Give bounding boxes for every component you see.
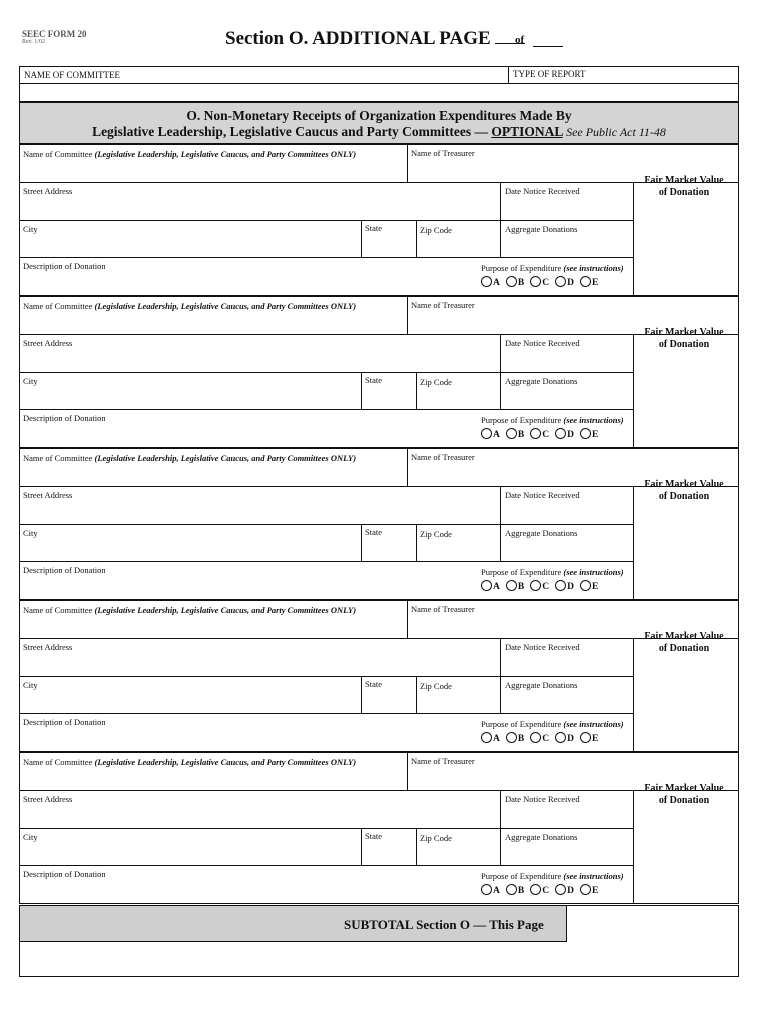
section-heading-line2-text: Legislative Leadership, Legislative Caucus and Party Committees —	[92, 124, 492, 139]
purpose-option-a[interactable]	[481, 428, 500, 440]
purpose-options	[481, 276, 604, 288]
fmv-label-1: Fair Market Value	[644, 327, 724, 338]
purpose-options	[481, 884, 604, 896]
fair-market-value-field[interactable]	[634, 327, 734, 351]
divider	[500, 638, 501, 713]
divider	[416, 372, 417, 409]
description-field[interactable]: Description of Donation	[23, 717, 106, 727]
purpose-option-label: D	[567, 582, 574, 592]
purpose-option-label: C	[542, 430, 550, 440]
purpose-option-label: B	[517, 430, 525, 440]
purpose-options	[481, 580, 604, 592]
purpose-option-e[interactable]	[580, 580, 598, 592]
committee-header-box	[19, 66, 739, 102]
page-total-field[interactable]	[533, 46, 563, 47]
purpose-option-b[interactable]	[506, 276, 524, 288]
donation-entry	[19, 752, 739, 904]
form-id: SEEC FORM 20	[22, 29, 87, 39]
zip-code-field[interactable]: Zip Code	[420, 529, 452, 539]
divider	[20, 220, 633, 221]
committee-name-label: Name of Committee	[23, 605, 95, 615]
committee-name-label: Name of Committee	[23, 149, 95, 159]
purpose-label-text: Purpose of Expenditure	[481, 263, 564, 273]
purpose-option-label: A	[493, 734, 500, 744]
purpose-option-d[interactable]	[555, 428, 574, 440]
radio-circle-icon[interactable]	[555, 580, 566, 591]
purpose-option-label: E	[591, 430, 599, 440]
aggregate-donations-field[interactable]: Aggregate Donations	[505, 376, 578, 386]
purpose-label	[481, 567, 624, 577]
public-act-reference: See Public Act 11-48	[566, 125, 666, 139]
state-field[interactable]: State	[365, 527, 382, 537]
purpose-option-a[interactable]	[481, 732, 500, 744]
donation-entry	[19, 600, 739, 752]
radio-circle-icon[interactable]	[555, 732, 566, 743]
aggregate-donations-field[interactable]: Aggregate Donations	[505, 832, 578, 842]
divider	[416, 676, 417, 713]
radio-circle-icon[interactable]	[481, 884, 492, 895]
divider	[416, 524, 417, 561]
purpose-option-c[interactable]	[530, 428, 549, 440]
city-field[interactable]: City	[23, 832, 38, 842]
section-heading	[19, 102, 739, 144]
purpose-instructions: (see instructions)	[563, 263, 624, 273]
purpose-option-e[interactable]	[580, 884, 598, 896]
aggregate-donations-field[interactable]: Aggregate Donations	[505, 224, 578, 234]
purpose-option-label: C	[542, 278, 550, 288]
donation-entry	[19, 296, 739, 448]
radio-circle-icon[interactable]	[481, 580, 492, 591]
donation-entry	[19, 144, 739, 296]
purpose-option-d[interactable]	[555, 884, 574, 896]
divider	[20, 372, 633, 373]
section-heading-line2	[20, 124, 738, 140]
divider	[20, 524, 633, 525]
zip-code-field[interactable]: Zip Code	[420, 225, 452, 235]
fmv-label-2: of Donation	[658, 339, 710, 350]
committee-qualifier: (Legislative Leadership, Legislative Caucus, and Party Committees ONLY)	[94, 757, 357, 767]
divider	[20, 828, 633, 829]
divider	[407, 753, 408, 790]
radio-circle-icon[interactable]	[580, 580, 591, 591]
committee-qualifier: (Legislative Leadership, Legislative Caucus, and Party Committees ONLY)	[94, 149, 357, 159]
purpose-label-text: Purpose of Expenditure	[481, 415, 564, 425]
purpose-option-label: A	[493, 582, 500, 592]
divider	[508, 67, 509, 83]
radio-circle-icon[interactable]	[506, 884, 517, 895]
purpose-instructions: (see instructions)	[563, 719, 624, 729]
purpose-instructions: (see instructions)	[563, 415, 624, 425]
purpose-label	[481, 871, 624, 881]
committee-name-field[interactable]	[23, 757, 356, 767]
divider	[361, 524, 362, 561]
city-field[interactable]: City	[23, 528, 38, 538]
divider	[20, 713, 633, 714]
aggregate-donations-field[interactable]: Aggregate Donations	[505, 680, 578, 690]
radio-circle-icon[interactable]	[530, 428, 541, 439]
street-address-field[interactable]: Street Address	[23, 642, 73, 652]
divider	[20, 257, 633, 258]
fmv-label-1: Fair Market Value	[644, 783, 724, 794]
radio-circle-icon[interactable]	[555, 276, 566, 287]
purpose-option-label: D	[567, 734, 574, 744]
purpose-option-label: B	[517, 278, 525, 288]
purpose-option-d[interactable]	[555, 732, 574, 744]
committee-qualifier: (Legislative Leadership, Legislative Caucus, and Party Committees ONLY)	[94, 605, 357, 615]
purpose-option-e[interactable]	[580, 732, 598, 744]
purpose-option-label: D	[567, 278, 574, 288]
treasurer-name-field[interactable]: Name of Treasurer	[411, 148, 475, 158]
state-field[interactable]: State	[365, 831, 382, 841]
purpose-option-label: E	[591, 734, 599, 744]
committee-name-label: Name of Committee	[23, 757, 95, 767]
purpose-option-label: D	[567, 886, 574, 896]
purpose-label	[481, 719, 624, 729]
purpose-option-e[interactable]	[580, 276, 598, 288]
divider	[500, 182, 501, 257]
date-notice-field[interactable]: Date Notice Received	[505, 794, 580, 804]
treasurer-name-field[interactable]: Name of Treasurer	[411, 756, 475, 766]
radio-circle-icon[interactable]	[506, 276, 517, 287]
zip-code-field[interactable]: Zip Code	[420, 681, 452, 691]
radio-circle-icon[interactable]	[506, 580, 517, 591]
date-notice-field[interactable]: Date Notice Received	[505, 338, 580, 348]
committee-qualifier: (Legislative Leadership, Legislative Caucus, and Party Committees ONLY)	[94, 301, 357, 311]
street-address-field[interactable]: Street Address	[23, 338, 73, 348]
treasurer-name-field[interactable]: Name of Treasurer	[411, 300, 475, 310]
fair-market-value-field[interactable]	[634, 479, 734, 503]
radio-circle-icon[interactable]	[530, 276, 541, 287]
committee-name-field[interactable]	[23, 605, 356, 615]
purpose-option-label: E	[591, 886, 599, 896]
committee-qualifier: (Legislative Leadership, Legislative Caucus, and Party Committees ONLY)	[94, 453, 357, 463]
description-field[interactable]: Description of Donation	[23, 869, 106, 879]
zip-code-field[interactable]: Zip Code	[420, 833, 452, 843]
divider	[500, 334, 501, 409]
divider	[407, 601, 408, 638]
purpose-instructions: (see instructions)	[563, 871, 624, 881]
purpose-option-c[interactable]	[530, 580, 549, 592]
purpose-option-label: A	[493, 278, 500, 288]
radio-circle-icon[interactable]	[481, 428, 492, 439]
divider	[361, 828, 362, 865]
divider	[416, 828, 417, 865]
radio-circle-icon[interactable]	[530, 884, 541, 895]
committee-name-label: Name of Committee	[23, 301, 95, 311]
fmv-label-1: Fair Market Value	[644, 479, 724, 490]
fmv-label-2: of Donation	[658, 795, 710, 806]
divider	[407, 297, 408, 334]
fmv-label-2: of Donation	[658, 491, 710, 502]
divider	[20, 334, 738, 335]
form-revision: Rev. 1/02	[22, 39, 45, 45]
divider	[407, 449, 408, 486]
date-notice-field[interactable]: Date Notice Received	[505, 490, 580, 500]
purpose-option-b[interactable]	[506, 732, 524, 744]
description-field[interactable]: Description of Donation	[23, 565, 106, 575]
state-field[interactable]: State	[365, 223, 382, 233]
purpose-label-text: Purpose of Expenditure	[481, 871, 564, 881]
subtotal-box	[19, 905, 739, 977]
radio-circle-icon[interactable]	[506, 732, 517, 743]
purpose-option-b[interactable]	[506, 884, 524, 896]
city-field[interactable]: City	[23, 224, 38, 234]
purpose-option-label: C	[542, 734, 550, 744]
name-of-committee-label: NAME OF COMMITTEE	[24, 70, 120, 80]
purpose-option-label: E	[591, 278, 599, 288]
divider	[407, 145, 408, 182]
date-notice-field[interactable]: Date Notice Received	[505, 186, 580, 196]
committee-name-field[interactable]	[23, 301, 356, 311]
purpose-option-label: B	[517, 582, 525, 592]
radio-circle-icon[interactable]	[506, 428, 517, 439]
purpose-label	[481, 415, 624, 425]
radio-circle-icon[interactable]	[580, 732, 591, 743]
purpose-options	[481, 428, 604, 440]
state-field[interactable]: State	[365, 375, 382, 385]
street-address-field[interactable]: Street Address	[23, 490, 73, 500]
radio-circle-icon[interactable]	[580, 276, 591, 287]
committee-name-field[interactable]	[23, 149, 356, 159]
divider	[361, 220, 362, 257]
purpose-instructions: (see instructions)	[563, 567, 624, 577]
purpose-options	[481, 732, 604, 744]
radio-circle-icon[interactable]	[555, 884, 566, 895]
purpose-option-d[interactable]	[555, 276, 574, 288]
divider	[20, 182, 738, 183]
description-field[interactable]: Description of Donation	[23, 413, 106, 423]
fmv-label-1: Fair Market Value	[644, 175, 724, 186]
purpose-label-text: Purpose of Expenditure	[481, 567, 564, 577]
treasurer-name-field[interactable]: Name of Treasurer	[411, 604, 475, 614]
purpose-option-label: B	[517, 886, 525, 896]
treasurer-name-field[interactable]: Name of Treasurer	[411, 452, 475, 462]
aggregate-donations-field[interactable]: Aggregate Donations	[505, 528, 578, 538]
purpose-option-label: C	[542, 886, 550, 896]
donation-entry	[19, 448, 739, 600]
purpose-option-a[interactable]	[481, 884, 500, 896]
purpose-option-label: E	[591, 582, 599, 592]
page-of-label: of	[515, 34, 525, 46]
radio-circle-icon[interactable]	[555, 428, 566, 439]
fmv-label-2: of Donation	[658, 187, 710, 198]
street-address-field[interactable]: Street Address	[23, 186, 73, 196]
divider	[20, 561, 633, 562]
divider	[20, 486, 738, 487]
fair-market-value-field[interactable]	[634, 175, 734, 199]
description-field[interactable]: Description of Donation	[23, 261, 106, 271]
radio-circle-icon[interactable]	[580, 428, 591, 439]
divider	[20, 409, 633, 410]
committee-name-label: Name of Committee	[23, 453, 95, 463]
page-title	[225, 28, 533, 50]
purpose-option-d[interactable]	[555, 580, 574, 592]
purpose-label-text: Purpose of Expenditure	[481, 719, 564, 729]
purpose-option-label: B	[517, 734, 525, 744]
committee-header-row	[20, 67, 738, 84]
zip-code-field[interactable]: Zip Code	[420, 377, 452, 387]
purpose-option-e[interactable]	[580, 428, 598, 440]
divider	[361, 372, 362, 409]
divider	[20, 790, 738, 791]
divider	[416, 220, 417, 257]
purpose-option-c[interactable]	[530, 884, 549, 896]
fmv-label-1: Fair Market Value	[644, 631, 724, 642]
divider	[500, 486, 501, 561]
purpose-option-label: D	[567, 430, 574, 440]
purpose-label	[481, 263, 624, 273]
divider	[500, 790, 501, 865]
purpose-option-a[interactable]	[481, 580, 500, 592]
section-heading-line1: O. Non-Monetary Receipts of Organization Expenditures Made By	[186, 108, 572, 123]
purpose-option-label: A	[493, 886, 500, 896]
divider	[20, 676, 633, 677]
fair-market-value-field[interactable]	[634, 631, 734, 655]
purpose-option-c[interactable]	[530, 276, 549, 288]
divider	[20, 638, 738, 639]
purpose-option-b[interactable]	[506, 580, 524, 592]
optional-label: OPTIONAL	[491, 124, 563, 139]
radio-circle-icon[interactable]	[530, 580, 541, 591]
divider	[20, 865, 633, 866]
radio-circle-icon[interactable]	[530, 732, 541, 743]
city-field[interactable]: City	[23, 376, 38, 386]
page-title-text: Section O. ADDITIONAL PAGE	[225, 28, 491, 49]
purpose-option-a[interactable]	[481, 276, 500, 288]
street-address-field[interactable]: Street Address	[23, 794, 73, 804]
radio-circle-icon[interactable]	[481, 732, 492, 743]
subtotal-label: SUBTOTAL Section O — This Page	[344, 917, 544, 932]
purpose-option-label: C	[542, 582, 550, 592]
state-field[interactable]: State	[365, 679, 382, 689]
divider	[361, 676, 362, 713]
type-of-report-label: TYPE OF REPORT	[513, 69, 586, 79]
committee-name-field[interactable]	[23, 453, 356, 463]
date-notice-field[interactable]: Date Notice Received	[505, 642, 580, 652]
fair-market-value-field[interactable]	[634, 783, 734, 807]
purpose-option-b[interactable]	[506, 428, 524, 440]
radio-circle-icon[interactable]	[580, 884, 591, 895]
purpose-option-c[interactable]	[530, 732, 549, 744]
city-field[interactable]: City	[23, 680, 38, 690]
radio-circle-icon[interactable]	[481, 276, 492, 287]
fmv-label-2: of Donation	[658, 643, 710, 654]
purpose-option-label: A	[493, 430, 500, 440]
